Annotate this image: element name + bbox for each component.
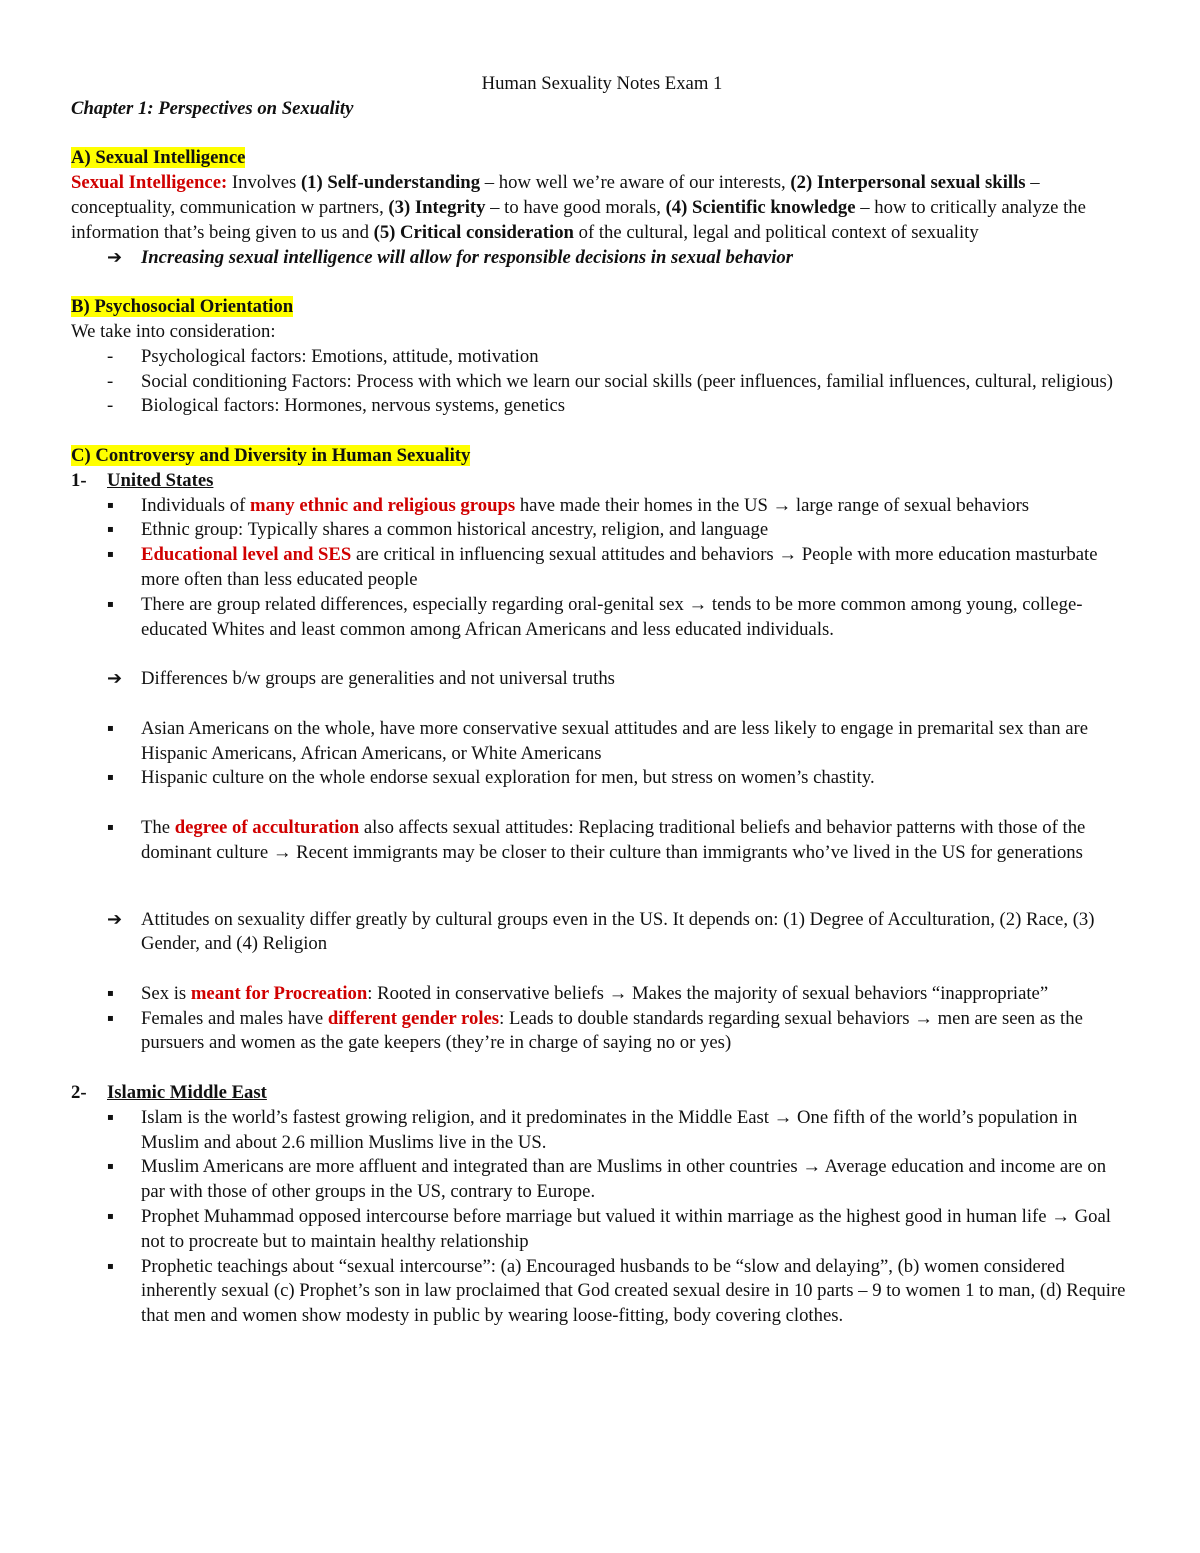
- list-item-text: [141, 543, 1133, 593]
- us-bullets-3: [71, 816, 1133, 866]
- spacer: [71, 270, 1133, 295]
- spacer: [71, 1056, 1133, 1081]
- text-run: are critical in influencing sexual attitudes and behaviors → People with more education masturbate more often than less educated people: [141, 544, 1098, 590]
- dash-bullet: -: [107, 370, 114, 392]
- spacer: [71, 419, 1133, 444]
- subsection-heading-islam: [71, 1081, 1133, 1106]
- text-run-red: meant for Procreation: [190, 982, 368, 1004]
- text-run: : Rooted in conservative beliefs → Makes the majority of sexual behaviors “inappropriate”: [367, 982, 1049, 1004]
- arrow-note-text: Attitudes on sexuality differ greatly by cultural groups even in the US. It depends on: (1) Degree of Acculturation, (2) Race, (3) Gender, and (4) Religion: [141, 908, 1095, 955]
- square-bullet: ▪: [107, 987, 114, 999]
- spacer: [71, 957, 1133, 982]
- list-item: [71, 370, 1133, 395]
- dash-bullet: -: [107, 395, 114, 417]
- section-a-heading: [71, 146, 1133, 171]
- arrow-note: [71, 246, 1133, 271]
- subsection-number: 1-: [71, 469, 87, 491]
- list-item: [71, 394, 1133, 419]
- list-item: [71, 1106, 1133, 1156]
- subsection-title: Islamic Middle East: [107, 1082, 267, 1104]
- factor-list: [71, 345, 1133, 419]
- text-run-bold: (4) Scientific knowledge: [665, 196, 856, 218]
- spacer: [71, 642, 1133, 667]
- list-item: [71, 494, 1133, 519]
- text-run: of the cultural, legal and political context of sexuality: [573, 221, 979, 243]
- arrow-note: [71, 667, 1133, 692]
- us-bullets-1: [71, 494, 1133, 643]
- list-item-text: [141, 982, 1048, 1007]
- document-page: [71, 72, 1133, 1329]
- arrow-note-text: Increasing sexual intelligence will allow for responsible decisions in sexual behavior: [141, 246, 794, 268]
- section-b-title: B) Psychosocial Orientation: [71, 296, 294, 318]
- square-bullet: ▪: [107, 1111, 114, 1123]
- text-run-bold: (5) Critical consideration: [373, 221, 574, 243]
- square-bullet: ▪: [107, 1211, 114, 1223]
- list-item-text: Prophetic teachings about “sexual intercourse”: (a) Encouraged husbands to be “slow and delaying”, (b) women considered inherently sexual (c) Prophet’s son in law proclaimed that God created sexual desire in 10 parts – 9 to women 1 to man, (d) Require that men and women show modesty in public by wearing loose-fitting, body covering clothes.: [141, 1255, 1126, 1327]
- square-bullet: ▪: [107, 1012, 114, 1024]
- subsection-heading-us: [71, 469, 1133, 494]
- list-item: [71, 1255, 1133, 1329]
- section-a-title: A) Sexual Intelligence: [71, 147, 246, 169]
- square-bullet: ▪: [107, 772, 114, 784]
- list-item-text: [141, 494, 1029, 519]
- list-item-text: Social conditioning Factors: Process with which we learn our social skills (peer influences, familial influences, cultural, religious): [141, 370, 1114, 392]
- square-bullet: ▪: [107, 821, 114, 833]
- document-title: Human Sexuality Notes Exam 1: [481, 73, 723, 94]
- square-bullet: ▪: [107, 722, 114, 734]
- square-bullet: ▪: [107, 499, 114, 511]
- text-run-red: degree of acculturation: [174, 816, 360, 838]
- spacer: [71, 866, 1133, 908]
- text-run-bold: (3) Integrity: [388, 196, 486, 218]
- text-run-bold: (2) Interpersonal sexual skills: [790, 172, 1026, 194]
- square-bullet: ▪: [107, 1260, 114, 1272]
- text-run: also affects sexual attitudes: Replacing traditional beliefs and behavior patterns with those of the dominant culture → Recent immigrants may be closer to their culture than immigrants who’ve lived in the US for generations: [141, 816, 1086, 863]
- us-bullets-2: [71, 717, 1133, 791]
- spacer: [71, 791, 1133, 816]
- arrow-icon: ➔: [107, 908, 123, 930]
- section-b-intro: We take into consideration:: [71, 320, 276, 342]
- term-label: Sexual Intelligence:: [71, 172, 228, 194]
- list-item-text: Muslim Americans are more affluent and integrated than are Muslims in other countries → Average education and income are on par with those of other groups in the US, contrary to Europe.: [141, 1156, 1107, 1203]
- dash-bullet: -: [107, 345, 114, 367]
- list-item: [71, 766, 1133, 791]
- list-item-text: [141, 1007, 1133, 1057]
- list-item-text: Ethnic group: Typically shares a common historical ancestry, religion, and language: [141, 519, 769, 541]
- islam-bullets: [71, 1106, 1133, 1329]
- list-item: [71, 543, 1133, 593]
- list-item-text: Islam is the world’s fastest growing religion, and it predominates in the Middle East → One fifth of the world’s population in Muslim and about 2.6 million Muslims live in the US.: [141, 1106, 1078, 1153]
- square-bullet: ▪: [107, 1161, 114, 1173]
- arrow-note-text: Differences b/w groups are generalities and not universal truths: [141, 668, 615, 690]
- spacer: [71, 122, 1133, 147]
- section-c-title: C) Controversy and Diversity in Human Sexuality: [71, 444, 471, 466]
- text-run: have made their homes in the US → large range of sexual behaviors: [515, 494, 1030, 516]
- text-run: Females and males have: [141, 1007, 328, 1029]
- text-run-red: different gender roles: [327, 1007, 500, 1029]
- us-bullets-4: [71, 982, 1133, 1056]
- text-run-bold: (1) Self-understanding: [300, 172, 481, 194]
- section-b-heading: [71, 295, 1133, 320]
- text-run-red: Educational level and SES: [141, 544, 352, 566]
- text-run: Sex is: [141, 982, 191, 1004]
- text-run: Individuals of: [141, 494, 250, 516]
- list-item: [71, 518, 1133, 543]
- list-item-text: Hispanic culture on the whole endorse sexual exploration for men, but stress on women’s chastity.: [141, 767, 875, 789]
- chapter-heading: Chapter 1: Perspectives on Sexuality: [71, 97, 354, 119]
- text-run: – how to critically analyze the information that’s being given to us and: [71, 196, 1086, 243]
- list-item: [71, 717, 1133, 767]
- list-item-text: Biological factors: Hormones, nervous systems, genetics: [141, 395, 566, 417]
- list-item: [71, 1155, 1133, 1205]
- section-c-heading: [71, 444, 1133, 469]
- arrow-note: [71, 908, 1133, 958]
- text-run: Involves: [227, 172, 301, 194]
- list-item-text: [141, 816, 1133, 866]
- list-item: [71, 1205, 1133, 1255]
- list-item: [71, 593, 1133, 643]
- list-item-text: Psychological factors: Emotions, attitude, motivation: [141, 345, 539, 367]
- square-bullet: ▪: [107, 598, 114, 610]
- list-item: [71, 816, 1133, 866]
- square-bullet: ▪: [107, 524, 114, 536]
- text-run: – conceptuality, communication w partners,: [71, 172, 1040, 218]
- list-item: [71, 982, 1133, 1007]
- list-item-text: There are group related differences, especially regarding oral-genital sex → tends to be more common among young, college-educated Whites and least common among African Americans and less educated individuals.: [141, 593, 1083, 640]
- arrow-icon: ➔: [107, 246, 123, 268]
- text-run-red: many ethnic and religious groups: [250, 494, 516, 516]
- square-bullet: ▪: [107, 549, 114, 561]
- text-run: – to have good morals,: [485, 196, 666, 218]
- subsection-number: 2-: [71, 1082, 87, 1104]
- section-a-paragraph: [71, 171, 1133, 245]
- list-item: [71, 345, 1133, 370]
- list-item: [71, 1007, 1133, 1057]
- list-item-text: Prophet Muhammad opposed intercourse before marriage but valued it within marriage as the highest good in human life → Goal not to procreate but to maintain healthy relationship: [141, 1206, 1111, 1252]
- text-run: The: [141, 816, 175, 838]
- arrow-icon: ➔: [107, 668, 123, 690]
- spacer: [71, 692, 1133, 717]
- subsection-title: United States: [107, 469, 214, 491]
- text-run: : Leads to double standards regarding sexual behaviors → men are seen as the pursuers and women as the gate keepers (they’re in charge of saying no or yes): [141, 1007, 1083, 1054]
- list-item-text: Asian Americans on the whole, have more conservative sexual attitudes and are less likely to engage in premarital sex than are Hispanic Americans, African Americans, or White Americans: [141, 717, 1089, 764]
- text-run: – how well we’re aware of our interests,: [480, 172, 791, 194]
